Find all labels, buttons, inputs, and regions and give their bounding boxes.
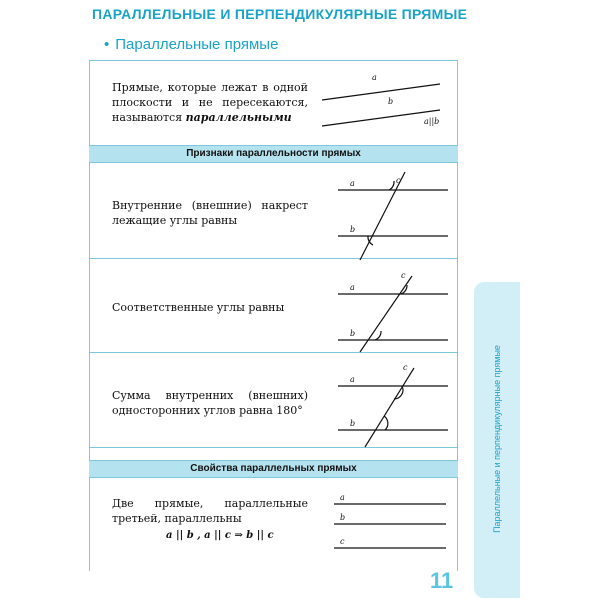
sign2-label-a: a: [350, 283, 355, 292]
sign3-label-b: b: [350, 419, 356, 428]
sign3-transversal: [365, 368, 414, 447]
prop-label-a: a: [340, 493, 345, 502]
sign1-transversal: [360, 172, 405, 260]
label-a: a: [372, 73, 377, 82]
bullet-icon: •: [104, 36, 110, 53]
sign1-angle-arc: [389, 181, 394, 190]
sign2-angle-arc: [401, 285, 407, 294]
property-text: Две прямые, параллельные третьей, параллельны: [112, 497, 308, 525]
sign-text-1: Внутренние (внешние) накрест лежащие углы равны: [112, 199, 308, 227]
sign1-label-a: a: [350, 179, 355, 188]
prop-label-b: b: [340, 513, 346, 522]
sign1-label-b: b: [350, 225, 356, 234]
sign1-label-c: c: [396, 176, 401, 185]
line-a: [322, 84, 440, 100]
label-b: b: [388, 97, 394, 106]
sign3-label-c: c: [403, 363, 408, 372]
signs-heading: Признаки параллельности прямых: [89, 145, 458, 163]
property-formula: a || b , a || c ⇒ b || c: [166, 530, 274, 541]
sign2-angle-arc: [375, 331, 381, 340]
sidebar-label: Параллельные и перпендикулярные прямые: [492, 345, 502, 533]
sign3-label-a: a: [350, 375, 355, 384]
sign3-angle-arc: [384, 416, 388, 430]
properties-heading: Свойства параллельных прямых: [89, 460, 458, 478]
prop-label-c: c: [340, 537, 345, 546]
line-b: [322, 110, 440, 126]
sign-text-2: Соответственные углы равны: [112, 301, 285, 314]
label-parallel: a||b: [424, 117, 440, 126]
page-title: ПАРАЛЛЕЛЬНЫЕ И ПЕРПЕНДИКУЛЯРНЫЕ ПРЯМЫЕ: [92, 6, 468, 22]
definition-term: параллельными: [185, 111, 292, 124]
sign2-label-c: c: [401, 271, 406, 280]
sign2-label-b: b: [350, 329, 356, 338]
definition-body: Прямые, которые лежат в одной плоскости и не пересекаются, называются: [112, 81, 308, 124]
sign-text-3: Сумма внутренних (внешних) односторонних углов равна 180°: [112, 389, 308, 417]
subtitle-text: Параллельные прямые: [115, 36, 279, 53]
page-number: 11: [430, 568, 454, 593]
